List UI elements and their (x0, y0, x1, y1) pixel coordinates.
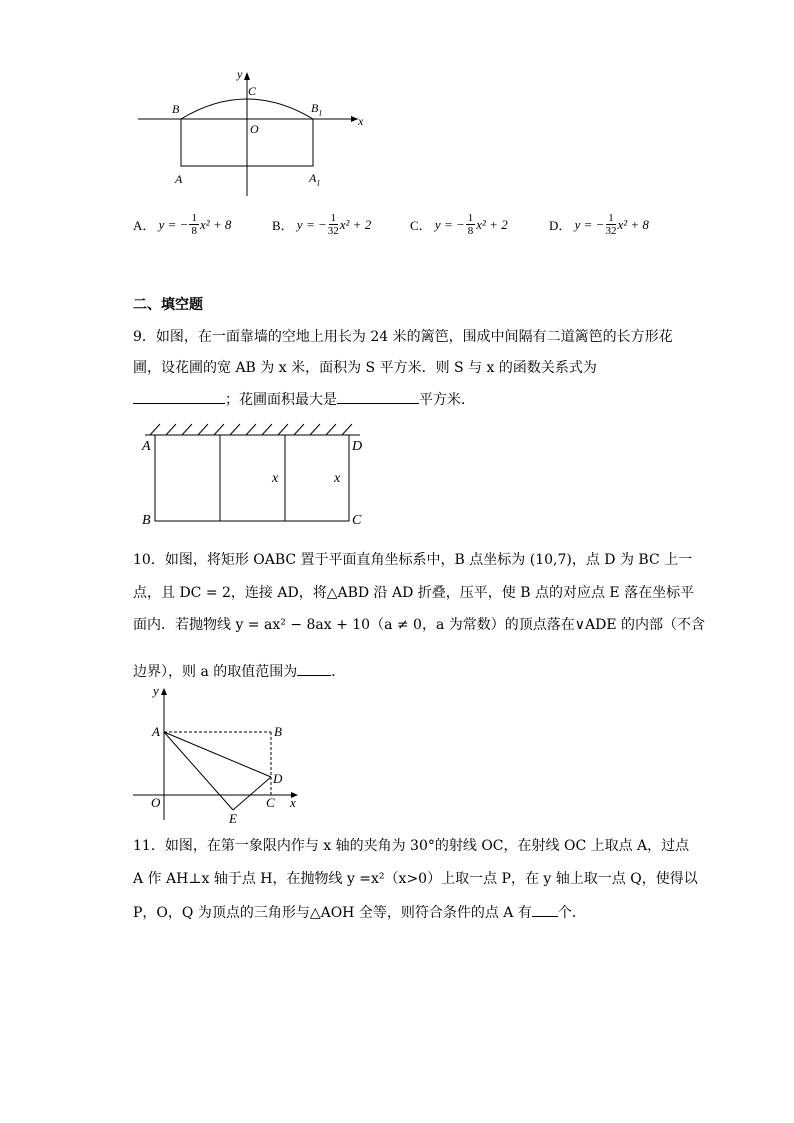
arch-b1-label: $B_1$ (311, 101, 323, 118)
fold-diagram (0, 680, 794, 830)
arch-y-label: y (237, 67, 243, 81)
option-c[interactable]: C． y = − $\frac{1}{8}$ x² + 2 (410, 212, 508, 237)
fold-b-label: B (274, 724, 282, 739)
garden-x-label-1: x (272, 471, 279, 486)
q9-line-1: 9．如图，在一面靠墙的空地上用长为 24 米的篱笆，围成中间隔有二道篱笆的长方形花 (133, 329, 673, 345)
arch-b-label: B (172, 102, 180, 116)
q10-blank[interactable] (297, 661, 331, 676)
garden-d-label: D (352, 439, 363, 454)
figure-garden (0, 415, 794, 535)
section-title: 二、填空题 (133, 297, 203, 313)
fold-d-label: D (273, 771, 283, 786)
q11-blank[interactable] (532, 902, 558, 917)
fold-y-label: y (153, 683, 159, 698)
q10-line-4: 边界），则 a 的取值范围为 ． (133, 661, 345, 682)
option-b[interactable]: B． y = − $\frac{1}{32}$ x² + 2 (272, 212, 372, 237)
q11-line-1: 11．如图，在第一象限内作与 x 轴的夹角为 30°的射线 OC，在射线 OC 上取点 A，过点 (133, 838, 690, 854)
fold-e-label: E (229, 811, 237, 826)
arch-c-label: C (248, 84, 257, 98)
garden-x-label-2: x (334, 471, 341, 486)
q9-line-2: 圃，设花圃的宽 AB 为 x 米，面积为 S 平方米．则 S 与 x 的函数关系式为 (133, 360, 597, 376)
q9-blank-1[interactable] (133, 389, 225, 404)
fold-c-label: C (266, 795, 275, 810)
fold-o-label: O (151, 795, 161, 810)
arch-a1-label: $A_1$ (309, 171, 321, 188)
q10-line-2: 点，且 DC = 2，连接 AD，将△ABD 沿 AD 折叠，压平，使 B 点的对应点 E 落在坐标平 (133, 585, 695, 601)
arch-a-label: A (175, 172, 183, 186)
q9-blank-2[interactable] (337, 389, 419, 404)
option-a[interactable]: A． y = − $\frac{1}{8}$ x² + 8 (133, 212, 232, 237)
garden-b-label: B (142, 513, 151, 528)
fold-a-label: A (152, 724, 160, 739)
option-d[interactable]: D． y = − $\frac{1}{32}$ x² + 8 (549, 212, 649, 237)
q10-line-1: 10．如图，将矩形 OABC 置于平面直角坐标系中，B 点坐标为 (10,7)，点 D 为 BC 上一 (133, 552, 693, 568)
q10-line-3: 面内．若抛物线 y = ax² − 8ax + 10（a ≠ 0，a 为常数）的顶点落在∨ADE 的内部（不含 (133, 617, 706, 633)
figure-arch (0, 0, 794, 200)
garden-a-label: A (142, 439, 151, 454)
arch-x-label: x (358, 114, 364, 128)
q11-line-2: A 作 AH⊥x 轴于点 H，在抛物线 y =x²（x>0）上取一点 P，在 y 轴上取一点 Q，使得以 (133, 871, 698, 887)
garden-diagram (0, 415, 794, 535)
arch-diagram (0, 0, 794, 200)
figure-fold (0, 680, 794, 830)
garden-c-label: C (352, 513, 362, 528)
q9-line-3: ；花圃面积最大是 平方米． (133, 389, 475, 410)
fold-x-label: x (290, 795, 296, 810)
q11-line-3: P，O，Q 为顶点的三角形与△AOH 全等，则符合条件的点 A 有 个． (133, 902, 586, 923)
arch-o-label: O (250, 122, 259, 136)
